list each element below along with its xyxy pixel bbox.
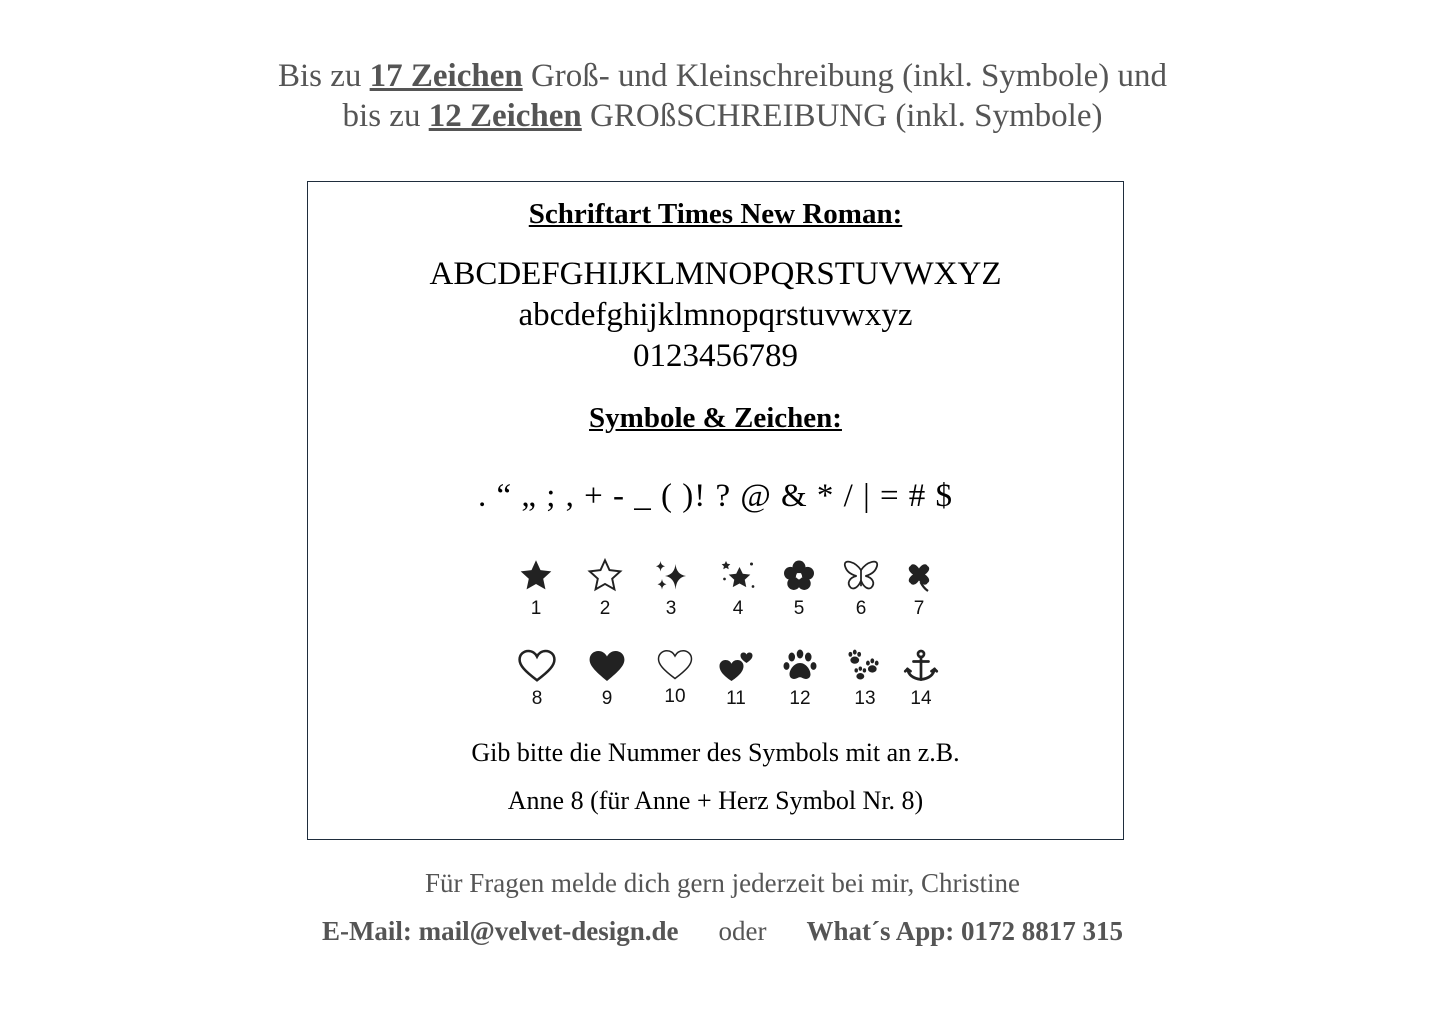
font-heading: Schriftart Times New Roman: — [528, 198, 903, 230]
font-sample-panel — [307, 181, 1124, 840]
symbol-8: 8 — [507, 648, 567, 710]
symbol-5: 5 — [769, 558, 829, 620]
two-hearts-icon — [718, 648, 754, 684]
header-line-2: bis zu 12 Zeichen GROßSCHREIBUNG (inkl. Symbole) — [342, 98, 1103, 134]
star-filled-icon — [518, 558, 554, 594]
heart-outline-icon — [518, 648, 556, 684]
stars-cluster-icon — [720, 558, 756, 594]
instruction-line-1: Gib bitte die Nummer des Symbols mit an z.B. — [471, 738, 960, 767]
heart-filled-icon — [588, 648, 626, 684]
punctuation-row: . “ „ ; , + - _ ( )! ? @ & * / | = # $ — [477, 478, 954, 514]
symbol-3: 3 — [641, 558, 701, 620]
header-bold-17: 17 Zeichen — [369, 58, 523, 94]
anchor-icon — [903, 648, 939, 684]
email-contact[interactable]: E-Mail: mail@velvet-design.de — [321, 916, 679, 946]
instruction-line-2: Anne 8 (für Anne + Herz Symbol Nr. 8) — [507, 786, 924, 815]
symbol-7: 7 — [889, 558, 949, 620]
symbol-13: 13 — [835, 648, 895, 710]
symbol-12: 12 — [770, 648, 830, 710]
uppercase-alphabet: ABCDEFGHIJKLMNOPQRSTUVWXYZ — [429, 256, 1002, 292]
whatsapp-contact[interactable]: What´s App: 0172 8817 315 — [806, 916, 1124, 946]
symbol-4: 4 — [708, 558, 768, 620]
footer-question: Für Fragen melde dich gern jederzeit bei mir, Christine — [425, 868, 1020, 898]
flower-icon — [781, 558, 817, 594]
paw-icon — [782, 648, 818, 684]
clover-icon — [901, 558, 937, 594]
butterfly-icon — [842, 558, 880, 594]
sparkles-icon — [653, 558, 689, 594]
alphabet-block — [308, 254, 1123, 377]
symbol-2: 2 — [575, 558, 635, 620]
footer-contact — [0, 916, 1445, 947]
symbol-6: 6 — [831, 558, 891, 620]
star-outline-icon — [587, 558, 623, 594]
symbol-14: 14 — [891, 648, 951, 710]
digits: 0123456789 — [633, 338, 798, 374]
lowercase-alphabet: abcdefghijklmnopqrstuvwxyz — [518, 297, 913, 333]
symbol-9: 9 — [577, 648, 637, 710]
symbols-heading: Symbole & Zeichen: — [589, 402, 842, 434]
header-line-1: Bis zu 17 Zeichen Groß- und Kleinschreibung (inkl. Symbole) und — [277, 58, 1168, 94]
symbol-11: 11 — [706, 648, 766, 710]
paws-icon — [846, 648, 884, 684]
symbol-1: 1 — [506, 558, 566, 620]
header-bold-12: 12 Zeichen — [428, 98, 582, 134]
symbol-10: 10 — [645, 648, 705, 708]
header — [0, 56, 1445, 136]
or-text: oder — [718, 916, 767, 946]
heart-thin-outline-icon — [657, 648, 693, 682]
